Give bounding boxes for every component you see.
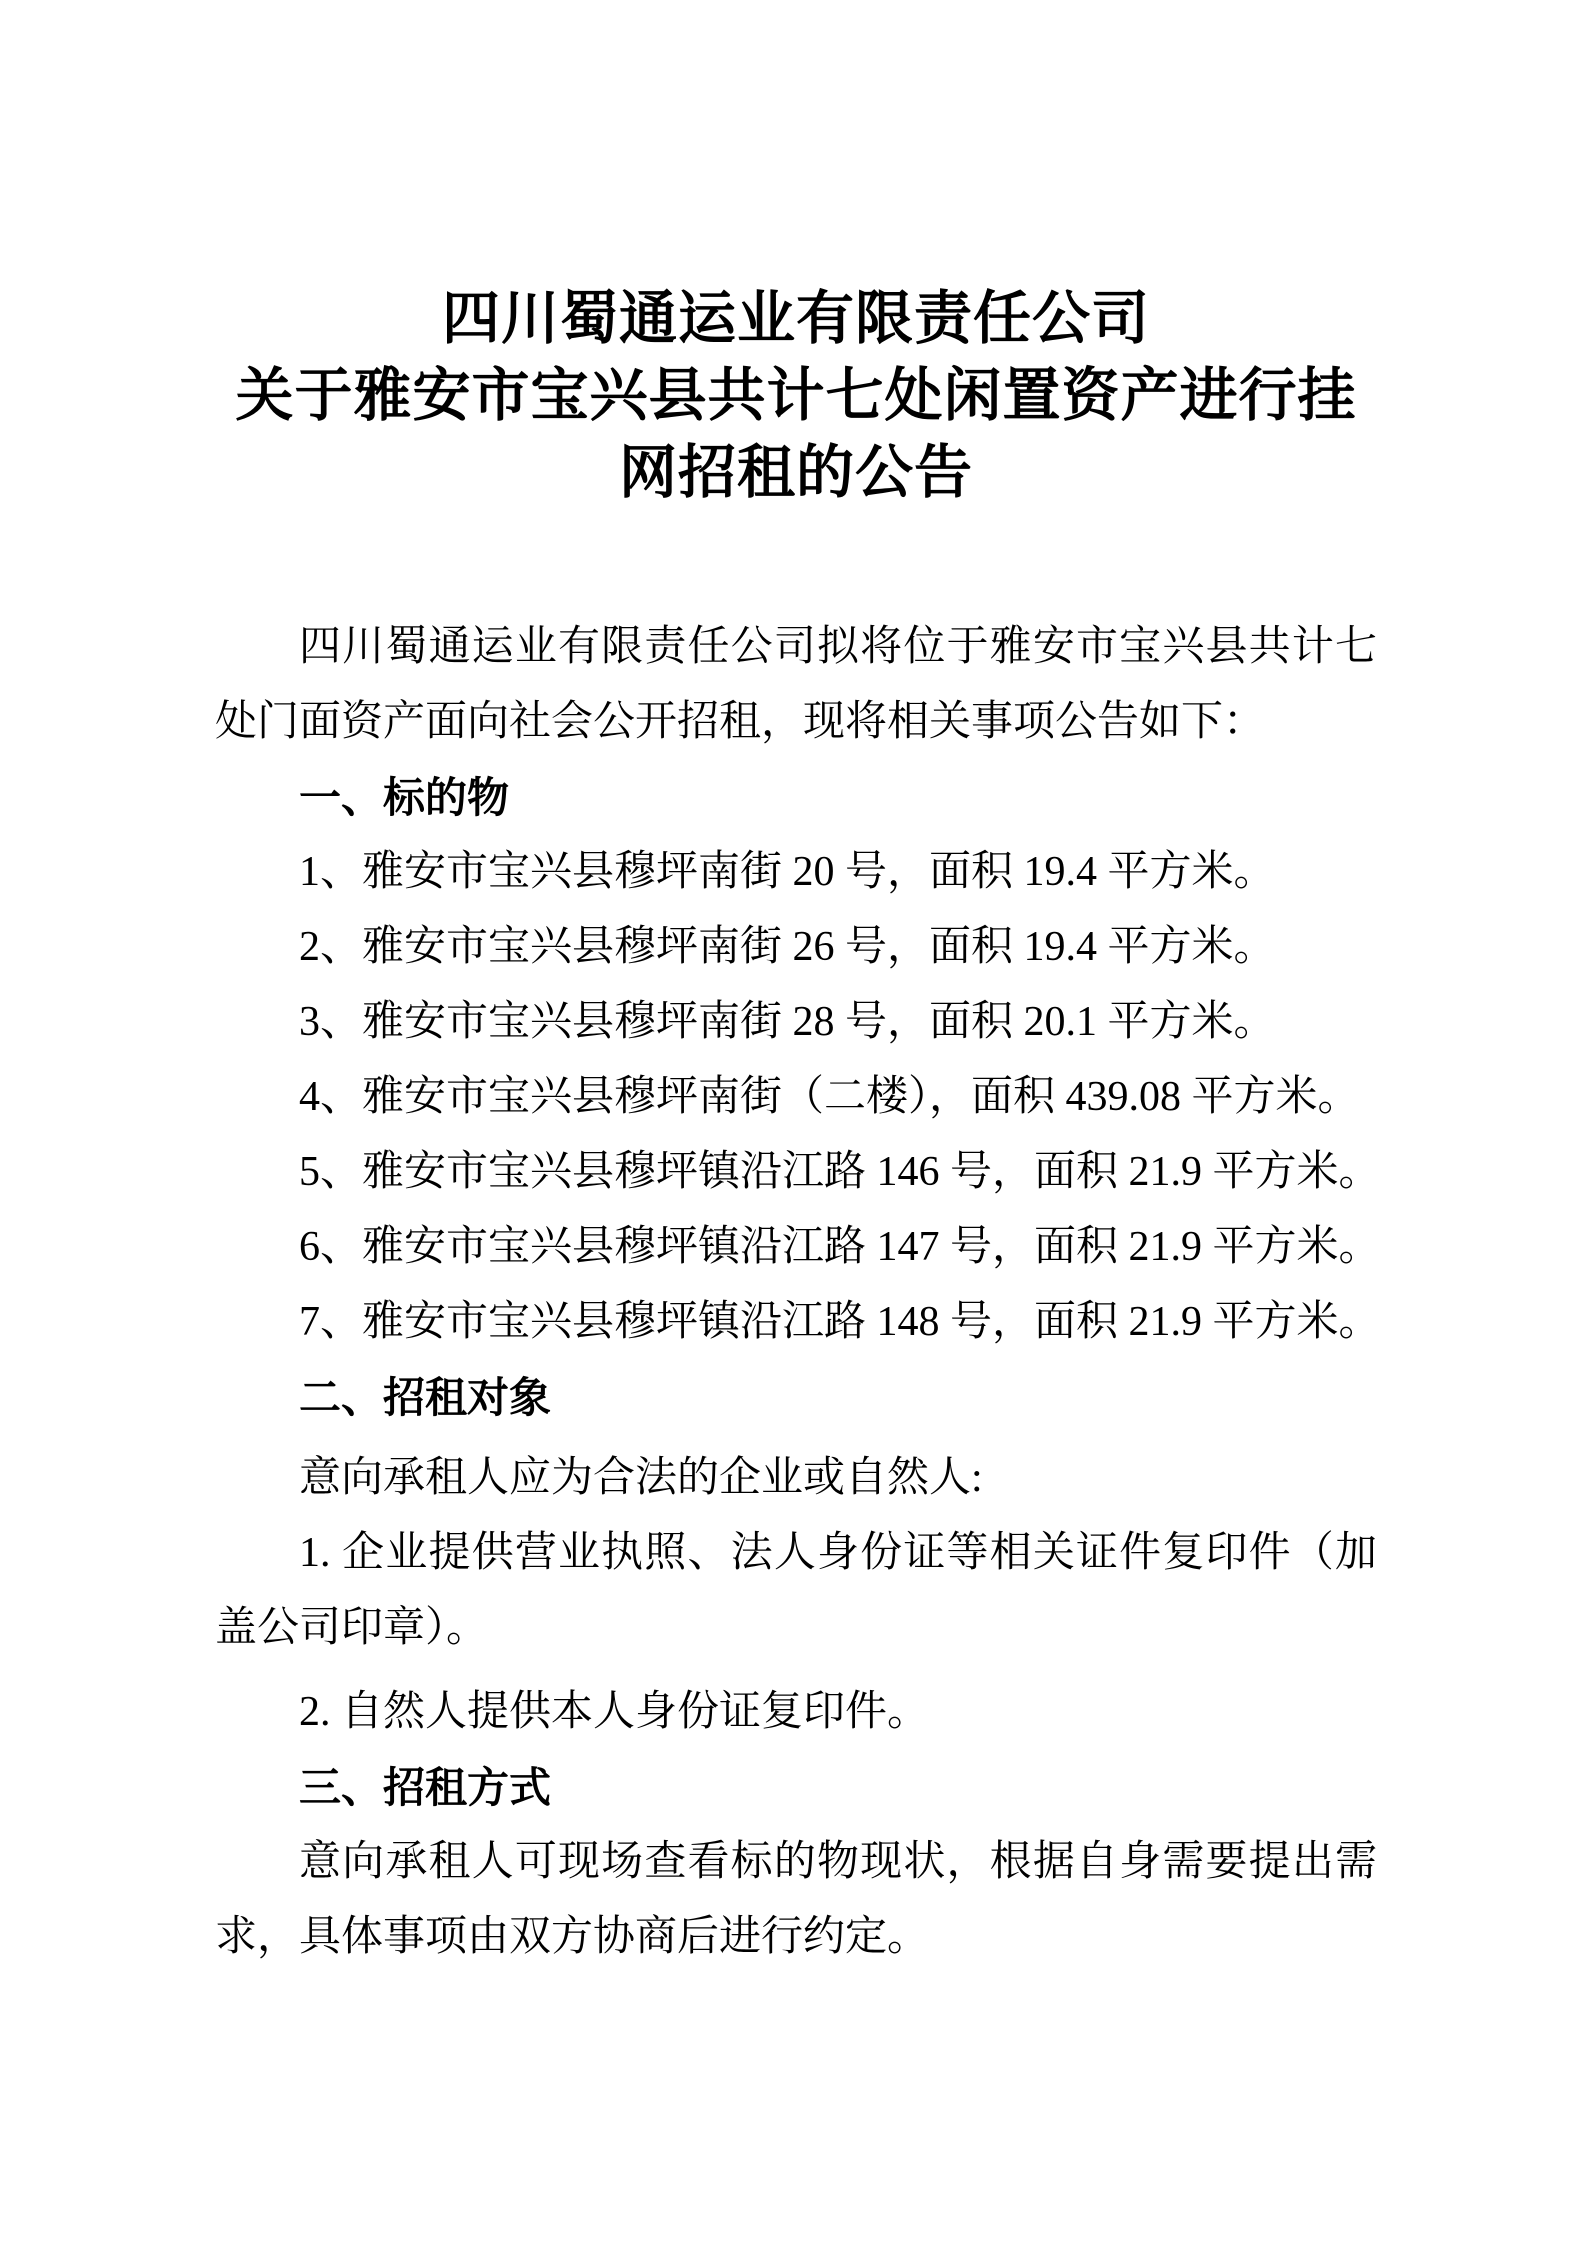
- section3-heading: 三、招租方式: [299, 1764, 552, 1811]
- section2-enterprise-line-1: 1. 企业提供营业执照、法人身份证等相关证件复印件（加: [299, 1530, 1377, 1576]
- section2-intro: 意向承租人应为合法的企业或自然人:: [299, 1455, 983, 1501]
- document-body: [215, 610, 1381, 1975]
- section2-enterprise-line-2: 盖公司印章）。: [215, 1605, 489, 1651]
- section3-body-line-1: 意向承租人可现场查看标的物现状，根据自身需要提出需: [299, 1839, 1377, 1885]
- asset-item-7: 7、雅安市宝兴县穆坪镇沿江路 148 号，面积 21.9 平方米。: [299, 1299, 1381, 1345]
- title-line-3: 网招租的公告: [618, 440, 973, 505]
- asset-item-3: 3、雅安市宝兴县穆坪南街 28 号，面积 20.1 平方米。: [299, 999, 1276, 1045]
- document-title: [215, 280, 1377, 511]
- asset-item-2: 2、雅安市宝兴县穆坪南街 26 号，面积 19.4 平方米。: [299, 924, 1276, 970]
- section2-heading: 二、招租对象: [299, 1374, 552, 1421]
- title-line-2: 关于雅安市宝兴县共计七处闲置资产进行挂: [235, 363, 1357, 428]
- title-line-1: 四川蜀通运业有限责任公司: [441, 286, 1150, 351]
- intro-line-1: 四川蜀通运业有限责任公司拟将位于雅安市宝兴县共计七: [299, 624, 1377, 670]
- section2-individual: 2. 自然人提供本人身份证复印件。: [299, 1689, 930, 1735]
- asset-item-5: 5、雅安市宝兴县穆坪镇沿江路 146 号，面积 21.9 平方米。: [299, 1149, 1381, 1195]
- asset-item-1: 1、雅安市宝兴县穆坪南街 20 号，面积 19.4 平方米。: [299, 849, 1276, 895]
- intro-line-2: 处门面资产面向社会公开招租，现将相关事项公告如下：: [215, 699, 1266, 745]
- section3-body-line-2: 求，具体事项由双方协商后进行约定。: [215, 1914, 930, 1960]
- asset-item-4: 4、雅安市宝兴县穆坪南街（二楼），面积 439.08 平方米。: [299, 1074, 1360, 1120]
- asset-item-6: 6、雅安市宝兴县穆坪镇沿江路 147 号，面积 21.9 平方米。: [299, 1224, 1381, 1270]
- section1-heading: 一、标的物: [299, 774, 510, 821]
